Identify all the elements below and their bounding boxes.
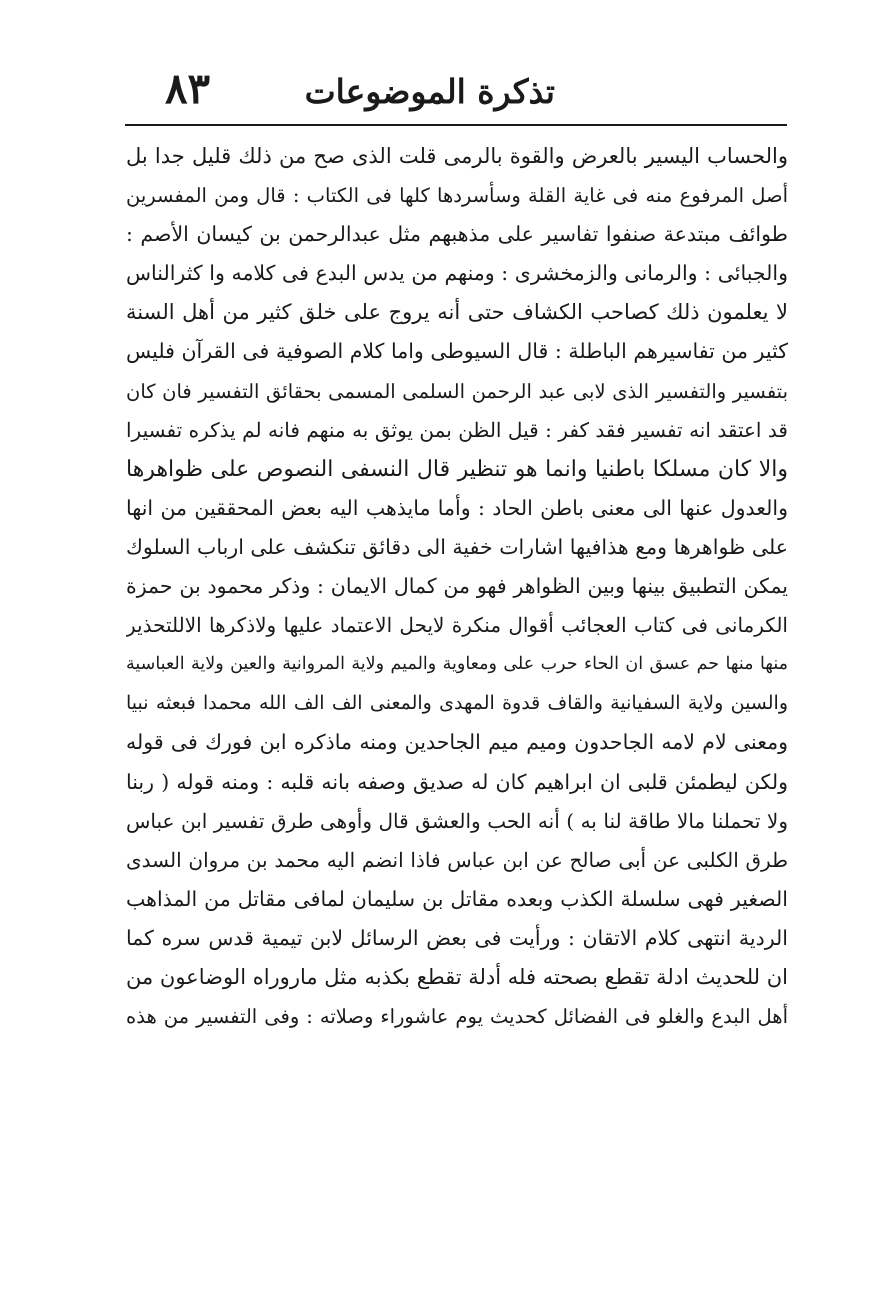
text-line: قد اعتقد انه تفسير فقد كفر : قيل الظن بمن يوثق به منهم فانه لم يذكره تفسيرا [126,417,788,442]
text-line: ومعنى لام لامه الجاحدون وميم ميم الجاحدين ومنه ماذكره ابن فورك فى قوله [126,730,788,755]
running-title: تذكرة الموضوعات [304,72,555,111]
text-line: الكرمانى فى كتاب العجائب أقوال منكرة لايحل الاعتماد عليها ولاذكرها الاللتحذير [126,613,788,638]
text-line: لا يعلمون ذلك كصاحب الكشاف حتى أنه يروج على خلق كثير من أهل السنة [126,300,788,325]
text-line: والسين ولاية السفيانية والقاف قدوة المهدى والمعنى الف الف الله محمدا فبعثه نبيا [126,692,788,715]
text-line: الردية انتهى كلام الاتقان : ورأيت فى بعض الرسائل لابن تيمية قدس سره كما [126,925,788,950]
text-line: الصغير فهى سلسلة الكذب وبعده مقاتل بن سليمان لمافى مقاتل من المذاهب [126,886,788,911]
text-line: على ظواهرها ومع هذافيها اشارات خفية الى دقائق تنكشف على ارباب السلوك [126,534,788,559]
page-header [125,62,785,122]
text-line: والحساب اليسير بالعرض والقوة بالرمى قلت الذى صح من ذلك قليل جدا بل [126,144,788,168]
text-line: والعدول عنها الى معنى باطن الحاد : وأما مايذهب اليه بعض المحققين من انها [126,495,788,520]
page-number: ٨٣ [165,64,211,113]
text-line: بتفسير والتفسير الذى لابى عبد الرحمن السلمى المسمى بحقائق التفسير فان كان [126,379,788,403]
text-line: ولكن ليطمئن قلبى ان ابراهيم كان له صديق وصفه بانه قلبه : ومنه قوله ( ربنا [126,769,788,794]
text-line: والا كان مسلكا باطنيا وانما هو تنظير قال النسفى النصوص على ظواهرها [126,456,788,482]
text-line: طرق الكلبى عن أبى صالح عن ابن عباس فاذا انضم اليه محمد بن مروان السدى [126,847,788,872]
body-text [126,137,788,1036]
text-line: كثير من تفاسيرهم الباطلة : قال السيوطى واما كلام الصوفية فى القرآن فليس [126,339,788,364]
text-line: والجبائى : والرمانى والزمخشرى : ومنهم من يدس البدع فى كلامه وا كثرالناس [126,261,788,286]
text-line: يمكن التطبيق بينها وبين الظواهر فهو من كمال الايمان : وذكر محمود بن حمزة [126,574,788,599]
text-line: أصل المرفوع منه فى غاية القلة وسأسردها كلها فى الكتاب : قال ومن المفسرين [126,184,788,208]
text-line: ولا تحملنا مالا طاقة لنا به ) أنه الحب والعشق قال وأوهى طرق تفسير ابن عباس [126,808,788,833]
text-line: أهل البدع والغلو فى الفضائل كحديث يوم عاشوراء وصلاته : وفى التفسير من هذه [126,1005,788,1029]
text-line: ان للحديث ادلة تقطع بصحته فله أدلة تقطع بكذبه مثل ماروراه الوضاعون من [126,964,788,989]
text-line: منها منها حم عسق ان الحاء حرب على ومعاوية والميم ولاية المروانية والعين ولاية العباسية [126,654,788,675]
text-line: طوائف مبتدعة صنفوا تفاسير على مذهبهم مثل عبدالرحمن بن كيسان الأصم : [126,222,788,247]
header-rule [125,124,787,126]
